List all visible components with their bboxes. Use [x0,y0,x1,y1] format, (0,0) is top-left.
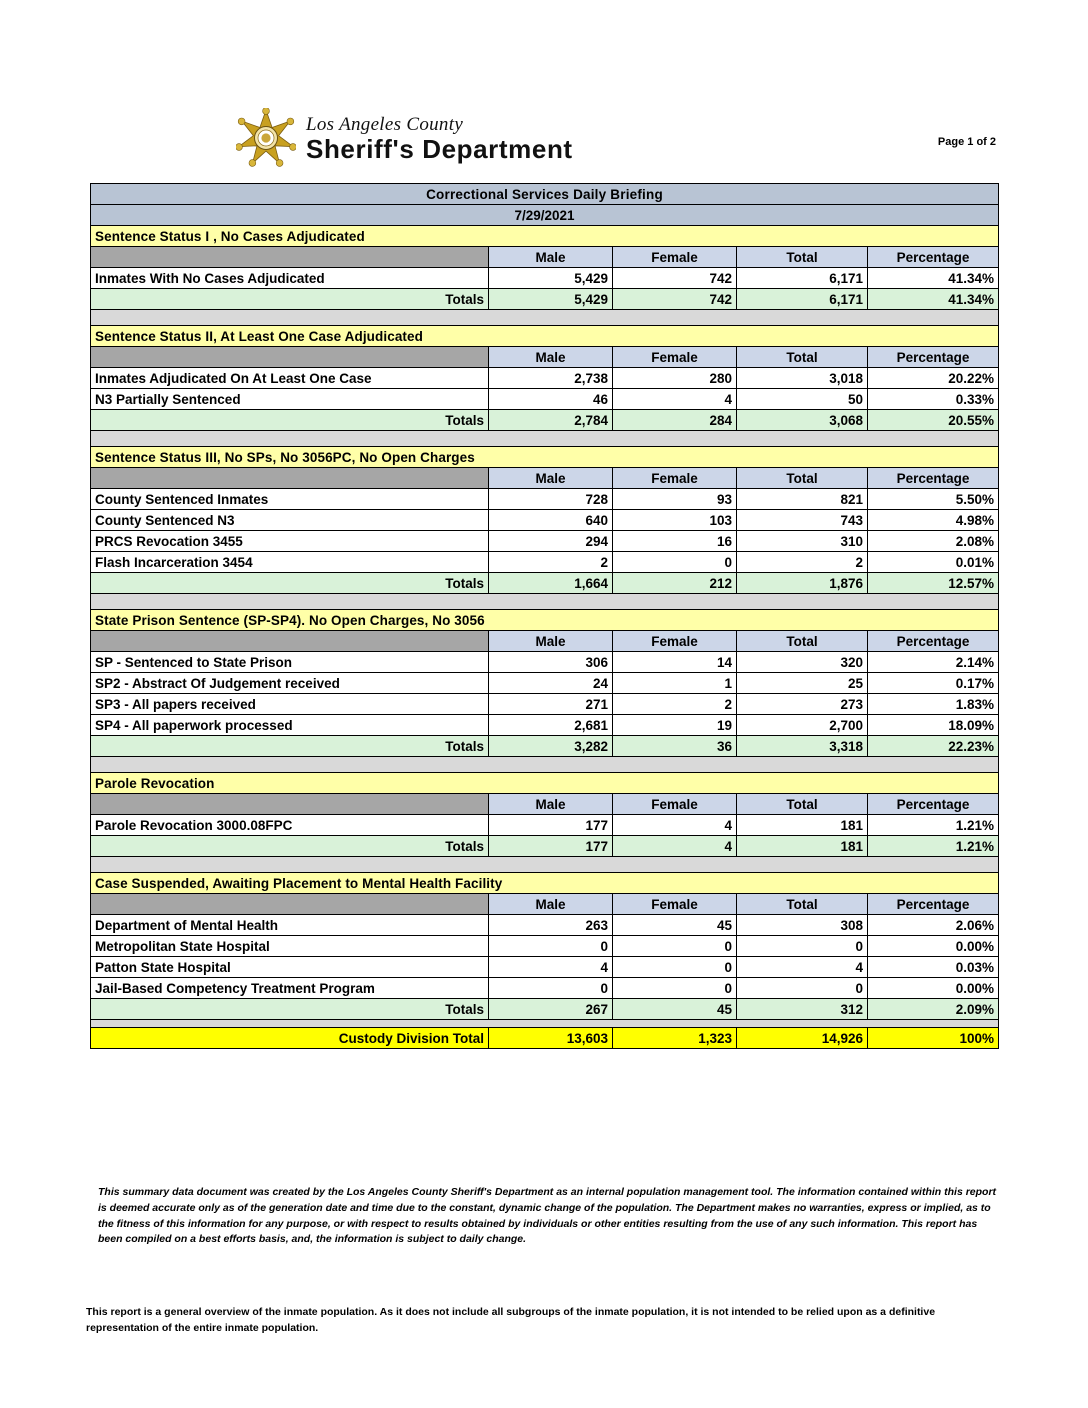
totals-label: Totals [91,410,489,431]
row-total: 50 [737,389,868,410]
row-male: 640 [489,510,613,531]
column-header-percentage: Percentage [868,894,999,915]
row-male: 2,681 [489,715,613,736]
row-percentage: 0.17% [868,673,999,694]
table-row [91,389,999,410]
briefing-table [90,183,999,1049]
row-female: 280 [613,368,737,389]
agency-name [306,115,573,162]
totals-male: 1,664 [489,573,613,594]
row-male: 728 [489,489,613,510]
column-header-blank [91,631,489,652]
row-total: 310 [737,531,868,552]
table-row [91,268,999,289]
column-header-row [91,247,999,268]
totals-row [91,289,999,310]
table-row [91,815,999,836]
column-header-row [91,894,999,915]
section-heading-row [91,610,999,631]
row-male: 0 [489,936,613,957]
row-label: Inmates With No Cases Adjudicated [91,268,489,289]
column-header-male: Male [489,894,613,915]
table-row [91,510,999,531]
table-row [91,652,999,673]
column-header-blank [91,347,489,368]
section-heading-row [91,873,999,894]
row-percentage: 2.06% [868,915,999,936]
document-header [0,108,1088,170]
table-row [91,489,999,510]
row-female: 0 [613,957,737,978]
column-header-row [91,468,999,489]
section-heading-6: Case Suspended, Awaiting Placement to Mental Health Facility [91,873,999,894]
totals-total: 312 [737,999,868,1020]
row-male: 46 [489,389,613,410]
column-header-row [91,631,999,652]
section-heading-row [91,226,999,247]
column-header-female: Female [613,894,737,915]
table-row [91,915,999,936]
row-female: 4 [613,815,737,836]
row-female: 0 [613,978,737,999]
agency-logo-block [236,108,573,168]
row-percentage: 2.08% [868,531,999,552]
page-number: Page 1 of 2 [937,136,996,148]
column-header-blank [91,794,489,815]
column-header-female: Female [613,347,737,368]
report-title-row [91,184,999,205]
column-header-percentage: Percentage [868,468,999,489]
section-spacer [91,431,999,447]
row-male: 271 [489,694,613,715]
totals-female: 284 [613,410,737,431]
row-female: 103 [613,510,737,531]
column-header-total: Total [737,894,868,915]
row-total: 273 [737,694,868,715]
table-row [91,936,999,957]
section-heading-3: Sentence Status III, No SPs, No 3056PC, No Open Charges [91,447,999,468]
row-percentage: 4.98% [868,510,999,531]
totals-male: 5,429 [489,289,613,310]
column-header-percentage: Percentage [868,247,999,268]
row-male: 4 [489,957,613,978]
row-female: 4 [613,389,737,410]
row-label: SP2 - Abstract Of Judgement received [91,673,489,694]
row-percentage: 0.01% [868,552,999,573]
row-label: SP4 - All paperwork processed [91,715,489,736]
column-header-percentage: Percentage [868,631,999,652]
row-total: 821 [737,489,868,510]
grand-total-female: 1,323 [613,1028,737,1049]
grand-total-total: 14,926 [737,1028,868,1049]
row-male: 0 [489,978,613,999]
row-female: 0 [613,936,737,957]
row-male: 5,429 [489,268,613,289]
column-header-percentage: Percentage [868,794,999,815]
totals-female: 212 [613,573,737,594]
row-total: 2,700 [737,715,868,736]
row-percentage: 0.03% [868,957,999,978]
column-header-female: Female [613,247,737,268]
grand-total-label: Custody Division Total [91,1028,489,1049]
row-label: Department of Mental Health [91,915,489,936]
totals-percentage: 1.21% [868,836,999,857]
totals-row [91,736,999,757]
totals-label: Totals [91,999,489,1020]
row-female: 45 [613,915,737,936]
row-total: 181 [737,815,868,836]
table-row [91,715,999,736]
section-heading-row [91,326,999,347]
column-header-blank [91,247,489,268]
row-female: 2 [613,694,737,715]
grand-total-spacer [91,1020,999,1028]
row-label: Jail-Based Competency Treatment Program [91,978,489,999]
row-percentage: 0.33% [868,389,999,410]
row-total: 2 [737,552,868,573]
row-label: Parole Revocation 3000.08FPC [91,815,489,836]
table-row [91,531,999,552]
totals-percentage: 22.23% [868,736,999,757]
column-header-male: Male [489,794,613,815]
totals-male: 267 [489,999,613,1020]
totals-total: 6,171 [737,289,868,310]
totals-total: 3,068 [737,410,868,431]
section-heading-2: Sentence Status II, At Least One Case Adjudicated [91,326,999,347]
row-total: 6,171 [737,268,868,289]
column-header-blank [91,468,489,489]
table-row [91,978,999,999]
row-label: County Sentenced Inmates [91,489,489,510]
totals-total: 181 [737,836,868,857]
column-header-female: Female [613,468,737,489]
row-label: SP3 - All papers received [91,694,489,715]
row-male: 263 [489,915,613,936]
grand-total-percentage: 100% [868,1028,999,1049]
totals-female: 4 [613,836,737,857]
column-header-female: Female [613,794,737,815]
column-header-total: Total [737,631,868,652]
table-row [91,957,999,978]
section-spacer [91,594,999,610]
row-male: 294 [489,531,613,552]
row-female: 14 [613,652,737,673]
row-label: Inmates Adjudicated On At Least One Case [91,368,489,389]
section-heading-row [91,773,999,794]
row-label: Flash Incarceration 3454 [91,552,489,573]
row-total: 0 [737,936,868,957]
totals-label: Totals [91,289,489,310]
column-header-row [91,794,999,815]
section-spacer [91,757,999,773]
column-header-male: Male [489,468,613,489]
totals-male: 177 [489,836,613,857]
section-heading-1: Sentence Status I , No Cases Adjudicated [91,226,999,247]
row-percentage: 18.09% [868,715,999,736]
section-heading-row [91,447,999,468]
row-male: 306 [489,652,613,673]
row-female: 742 [613,268,737,289]
row-total: 308 [737,915,868,936]
totals-percentage: 20.55% [868,410,999,431]
row-label: SP - Sentenced to State Prison [91,652,489,673]
column-header-total: Total [737,347,868,368]
totals-row [91,836,999,857]
row-label: Patton State Hospital [91,957,489,978]
totals-female: 45 [613,999,737,1020]
row-male: 2,738 [489,368,613,389]
row-percentage: 0.00% [868,978,999,999]
row-label: N3 Partially Sentenced [91,389,489,410]
row-label: County Sentenced N3 [91,510,489,531]
grand-total-row [91,1028,999,1049]
row-percentage: 1.83% [868,694,999,715]
totals-total: 1,876 [737,573,868,594]
row-total: 3,018 [737,368,868,389]
section-heading-5: Parole Revocation [91,773,999,794]
row-male: 177 [489,815,613,836]
report-date-row [91,205,999,226]
report-date: 7/29/2021 [91,205,999,226]
row-female: 0 [613,552,737,573]
row-percentage: 1.21% [868,815,999,836]
totals-total: 3,318 [737,736,868,757]
totals-row [91,999,999,1020]
row-percentage: 5.50% [868,489,999,510]
row-percentage: 2.14% [868,652,999,673]
totals-label: Totals [91,836,489,857]
page-title: Correctional Services Daily Briefing [91,184,999,205]
row-percentage: 41.34% [868,268,999,289]
row-percentage: 0.00% [868,936,999,957]
column-header-blank [91,894,489,915]
totals-male: 3,282 [489,736,613,757]
disclaimer-secondary: This report is a general overview of the inmate population. As it does not include all subgroups of the inmate population, it is not intended to be relied upon as a definitive representation of the entire inmate population. [86,1306,936,1334]
totals-row [91,410,999,431]
column-header-total: Total [737,468,868,489]
grand-total-male: 13,603 [489,1028,613,1049]
disclaimer-primary: This summary data document was created by the Los Angeles County Sheriff's Department as an internal population management tool. The information contained within this report is deemed accurate only as of the generation date and time due to the constant, dynamic change of the population. The Department makes no warranties, express or implied, as to the fitness of this information for any purpose, or with respect to results obtained by individuals or other entities resulting from the use of any such information. This report has been compiled on a best efforts basis, and, the information is subject to daily change. [98,1186,997,1246]
totals-female: 742 [613,289,737,310]
row-total: 0 [737,978,868,999]
row-male: 2 [489,552,613,573]
totals-label: Totals [91,736,489,757]
column-header-female: Female [613,631,737,652]
column-header-male: Male [489,631,613,652]
column-header-total: Total [737,247,868,268]
row-female: 19 [613,715,737,736]
agency-line-department: Sheriff's Department [306,133,573,164]
column-header-total: Total [737,794,868,815]
column-header-male: Male [489,347,613,368]
totals-row [91,573,999,594]
row-percentage: 20.22% [868,368,999,389]
totals-female: 36 [613,736,737,757]
section-spacer [91,857,999,873]
table-row [91,552,999,573]
row-label: Metropolitan State Hospital [91,936,489,957]
totals-percentage: 2.09% [868,999,999,1020]
column-header-row [91,347,999,368]
column-header-male: Male [489,247,613,268]
section-spacer [91,310,999,326]
row-total: 320 [737,652,868,673]
totals-percentage: 41.34% [868,289,999,310]
row-female: 93 [613,489,737,510]
row-total: 743 [737,510,868,531]
column-header-percentage: Percentage [868,347,999,368]
table-row [91,368,999,389]
row-total: 4 [737,957,868,978]
agency-line-county: Los Angeles County [306,113,464,135]
row-total: 25 [737,673,868,694]
row-female: 1 [613,673,737,694]
totals-label: Totals [91,573,489,594]
totals-male: 2,784 [489,410,613,431]
sheriff-star-badge-icon [236,108,296,168]
row-male: 24 [489,673,613,694]
section-heading-4: State Prison Sentence (SP-SP4). No Open Charges, No 3056 [91,610,999,631]
row-female: 16 [613,531,737,552]
table-row [91,694,999,715]
totals-percentage: 12.57% [868,573,999,594]
row-label: PRCS Revocation 3455 [91,531,489,552]
table-row [91,673,999,694]
